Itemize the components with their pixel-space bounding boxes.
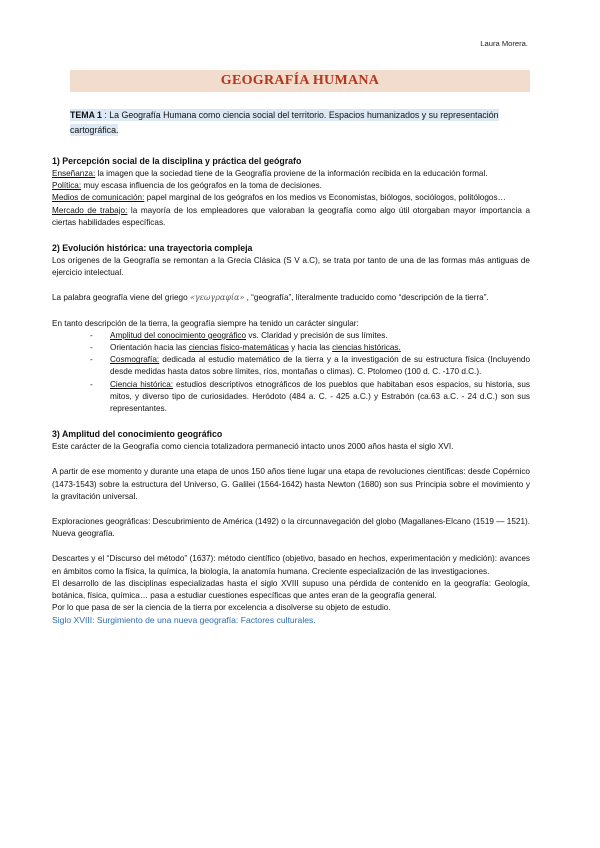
list-text: y hacia las: [288, 343, 333, 353]
list-text: dedicada al estudio matemático de la tierra y a la investigación de su estructura física (Incluyendo desde medidas hasta datos sobre límites, ríos, montañas o climas). C. Ptolomeo (100 d. C. -170 d.C.).: [110, 355, 530, 377]
topic-heading: [70, 108, 540, 138]
paragraph: [52, 168, 530, 180]
term: Política:: [52, 181, 82, 191]
term-text: papel marginal de los geógrafos en los medios vs Economistas, biólogos, sociólogos, politólogos…: [144, 193, 506, 203]
paragraph: [52, 180, 530, 192]
paragraph: A partir de ese momento y durante una etapa de unos 150 años tiene lugar una etapa de revoluciones científicas: desde Copérnico (1473-1543) sobre la estructura del Universo, G. Galilei (1564-1642) hasta Newton (1680) son sus Principia sobre el movimiento y la gravitación universal.: [52, 467, 530, 501]
author-name: Laura Morera.: [480, 39, 528, 48]
paragraph: Descartes y el “Discurso del método” (1637): método científico (objetivo, basado en hechos, experimentación y medición): avances en ámbitos como la física, la química, la biología, la anatomía humana. Creciente especialización de las investigaciones.: [52, 554, 530, 576]
section-2-heading: 2) Evolución histórica: una trayectoria compleja: [52, 243, 253, 254]
list-term: ciencias históricas.: [332, 343, 401, 353]
list-term: Amplitud del conocimiento geográfico: [110, 330, 247, 340]
term: Enseñanza:: [52, 169, 96, 178]
paragraph: Los orígenes de la Geografía se remontan a la Grecia Clásica (S V a.C), se trata por tanto de una de las formas más antiguas de ejercicio intelectual.: [52, 256, 530, 278]
list-text: vs. Claridad y precisión de sus límites.: [246, 330, 388, 340]
list-item: [90, 354, 530, 378]
term-text: muy escasa influencia de los geógrafos en la toma de decisiones.: [81, 181, 322, 191]
list-term: Ciencia histórica:: [110, 379, 174, 389]
greek-word: «γεωγραφία»: [189, 293, 245, 303]
list-text: Orientación hacia las: [110, 343, 189, 353]
paragraph: [52, 292, 530, 304]
list-text: estudios descriptivos etnográficos de los pueblos que habitaban esos espacios, su historia, sus mitos, y diverso tipo de curiosidades. Heródoto (484 a. C. - 425 a.C.) y Estrabón (ca.63 a.C. - 24 d.C.) son sus representantes.: [110, 379, 530, 414]
text-part: La palabra geografía viene del griego: [52, 293, 190, 303]
list-item: [90, 379, 530, 416]
list-item: [90, 330, 530, 342]
list-term: Cosmografía:: [110, 355, 160, 365]
document-body: [52, 155, 530, 627]
paragraph: El desarrollo de las disciplinas especializadas hasta el siglo XVIII supuso una pérdida de contenido en la geografía: Geología, botánica, física, química… pasa a estudiar cuestiones específicas que antes eran de la geografía general.: [52, 578, 530, 601]
term: Medios de comunicación:: [52, 193, 145, 203]
characteristics-list: [52, 330, 530, 415]
list-item: [90, 342, 530, 354]
paragraph: Este carácter de la Geografía como ciencia totalizadora permaneció intacto unos 2000 años hasta el siglo XVI.: [52, 442, 454, 452]
section-1-heading: 1) Percepción social de la disciplina y práctica del geógrafo: [52, 156, 302, 166]
document-title: GEOGRAFÍA HUMANA: [70, 70, 530, 92]
subsection-heading: Siglo XVIII: Surgimiento de una nueva geografía: Factores culturales.: [52, 615, 316, 626]
list-term: ciencias físico-matemáticas: [188, 343, 289, 353]
term-text: la imagen que la sociedad tiene de la Geografía proviene de la información recibida en la educación formal.: [95, 169, 488, 178]
topic-label: TEMA 1: [70, 110, 102, 120]
term-text: la mayoría de los empleadores que valoraban la geografía como algo útil otorgaban mayor importancia a ciertas habilidades específicas.: [52, 205, 531, 227]
section-3-heading: 3) Amplitud del conocimiento geográfico: [52, 429, 223, 440]
paragraph: Por lo que pasa de ser la ciencia de la tierra por excelencia a disolverse su objeto de estudio.: [52, 603, 391, 613]
paragraph: Exploraciones geográficas: Descubrimiento de América (1492) o la circunnavegación del globo (Magallanes-Elcano (1519 — 1521). Nueva geografía.: [52, 517, 530, 539]
paragraph: En tanto descripción de la tierra, la geografía siempre ha tenido un carácter singular:: [52, 318, 359, 328]
topic-text: : La Geografía Humana como ciencia social del territorio. Espacios humanizados y su representación cartográfica.: [70, 110, 499, 135]
paragraph: [52, 205, 530, 229]
paragraph: [52, 192, 530, 204]
term: Mercado de trabajo:: [52, 205, 128, 215]
text-part: , “geografía”, literalmente traducido como “descripción de la tierra”.: [244, 293, 489, 303]
